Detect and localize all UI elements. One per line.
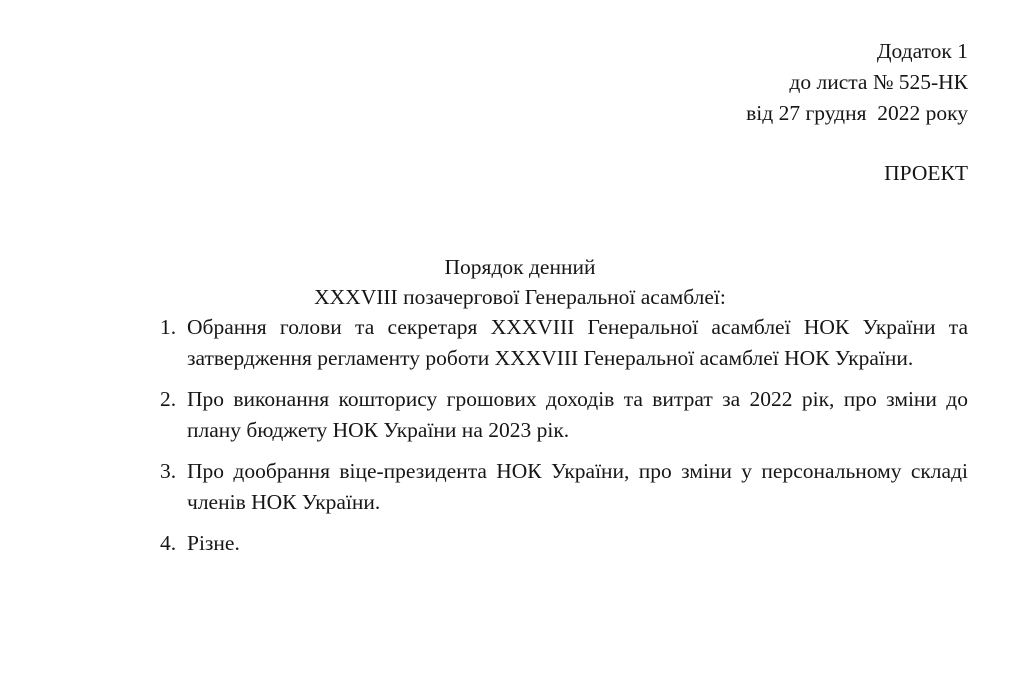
agenda-item-number: 1.: [160, 315, 177, 339]
document-title: [160, 252, 880, 312]
agenda-item-number: 4.: [160, 531, 177, 555]
letter-reference: до листа № 525-НК: [789, 70, 968, 94]
title-main: Порядок денний: [444, 255, 596, 279]
agenda-item-text: Обрання голови та секретаря XXXVIII Генеральної асамблеї НОК України та затвердження регламенту роботи XXXVIII Генеральної асамблеї НОК України.: [187, 315, 968, 370]
letter-date: від 27 грудня 2022 року: [746, 101, 968, 125]
agenda-item-number: 3.: [160, 459, 177, 483]
appendix-header: [746, 36, 968, 129]
agenda-item: [160, 528, 968, 559]
agenda-item: [160, 312, 968, 374]
draft-label: ПРОЕКТ: [884, 161, 968, 185]
appendix-number: Додаток 1: [876, 39, 968, 63]
agenda-item: [160, 384, 968, 446]
agenda-list: [160, 312, 968, 569]
agenda-item-text: Про виконання кошторису грошових доходів та витрат за 2022 рік, про зміни до плану бюджету НОК України на 2023 рік.: [187, 387, 968, 442]
title-sub: XXXVIII позачергової Генеральної асамблеї:: [314, 285, 726, 309]
agenda-item-text: Різне.: [187, 531, 240, 555]
agenda-item-number: 2.: [160, 387, 177, 411]
agenda-item-text: Про дообрання віце-президента НОК України, про зміни у персональному складі членів НОК України.: [187, 459, 968, 514]
agenda-item: [160, 456, 968, 518]
